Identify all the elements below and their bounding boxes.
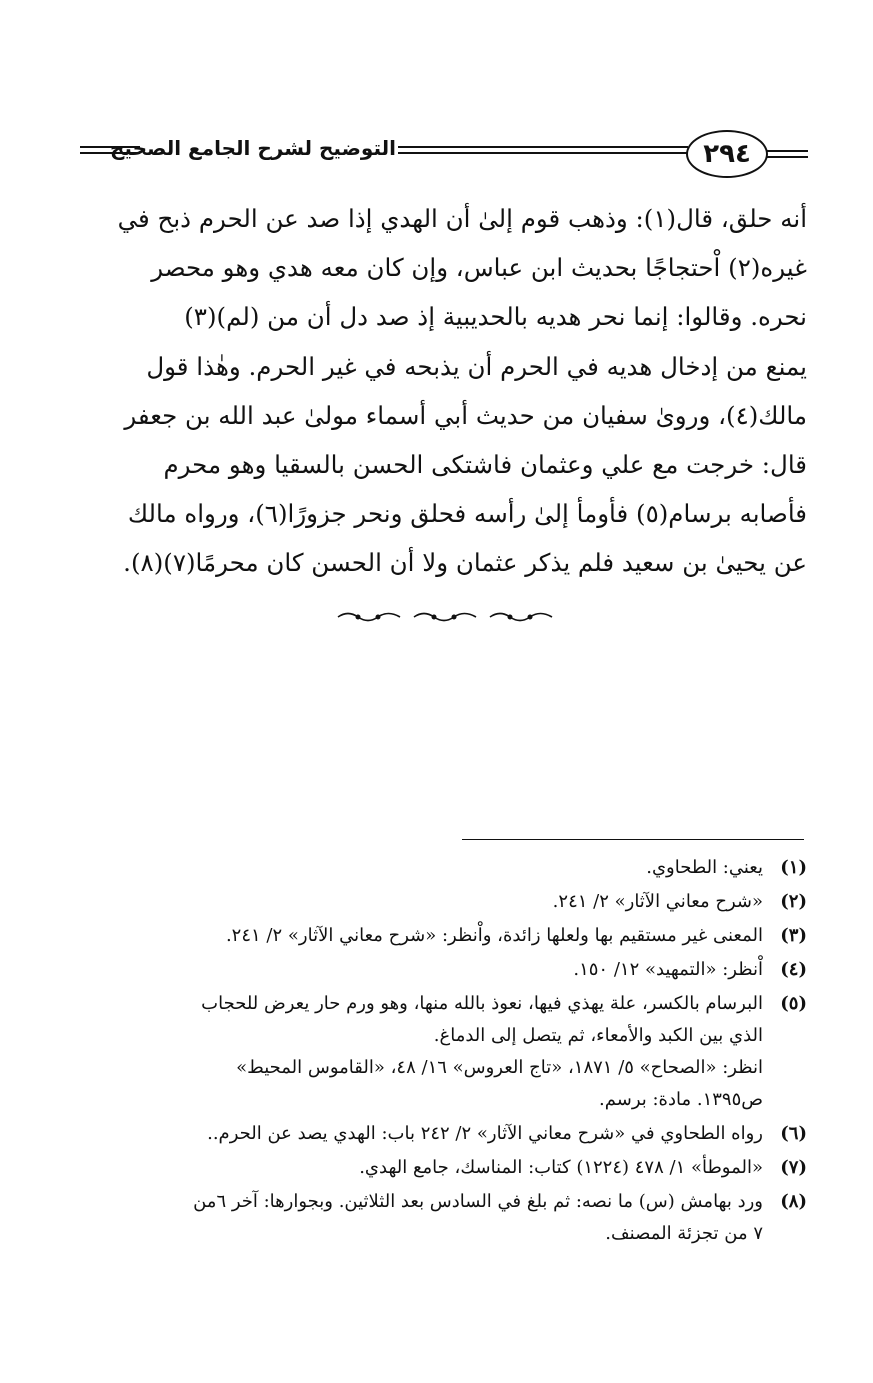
footnotes	[67, 852, 807, 1250]
footnote-line: انظر: «الصحاح» ٥/ ١٨٧١، «تاج العروس» ١٦/ ٤٨، «القاموس المحيط»	[236, 1057, 763, 1078]
header-rule-middle-2	[398, 152, 688, 154]
footnote-text	[67, 852, 763, 884]
footnote	[67, 988, 807, 1116]
main-text	[67, 194, 807, 588]
footnote-line: «شرح معاني الآثار» ٢/ ٢٤١.	[552, 891, 763, 912]
footnote-number: (٥)	[780, 993, 807, 1014]
footnote-line: رواه الطحاوي في «شرح معاني الآثار» ٢/ ٢٤٢ باب: الهدي يصد عن الحرم..	[207, 1123, 763, 1144]
footnote	[67, 954, 807, 986]
footnote-separator	[462, 839, 804, 840]
text-line: أنه حلق، قال(١): وذهب قوم إلىٰ أن الهدي إذا صد عن الحرم ذبح في	[117, 204, 807, 233]
footnote	[67, 1152, 807, 1184]
footnote	[67, 1118, 807, 1150]
footnote-number: (١)	[780, 857, 807, 878]
footnote-line: يعني: الطحاوي.	[646, 857, 763, 878]
text-line: عن يحيىٰ بن سعيد فلم يذكر عثمان ولا أن الحسن كان محرمًا(٧)(٨).	[123, 548, 807, 578]
header-rule-left-2	[80, 152, 140, 154]
footnote-text	[67, 988, 763, 1116]
book-title: التوضيح لشرح الجامع الصحيح	[110, 136, 396, 160]
footnote-text	[67, 1118, 763, 1150]
ornament-icon	[336, 608, 402, 626]
footnote-text	[67, 954, 763, 986]
footnote-number: (٦)	[780, 1123, 807, 1144]
footnote-line: المعنى غير مستقيم بها ولعلها زائدة، واْنظر: «شرح معاني الآثار» ٢/ ٢٤١.	[225, 925, 763, 946]
footnote-line: الذي بين الكبد والأمعاء، ثم يتصل إلى الدماغ.	[433, 1025, 763, 1046]
footnote-line: ٧ من تجزئة المصنف.	[605, 1223, 763, 1244]
footnote-number: (٣)	[780, 925, 807, 946]
text-line: نحره. وقالوا: إنما نحر هديه بالحديبية إذ صد دل أن من (لم)(٣)	[184, 302, 807, 332]
header-rule-left	[80, 146, 140, 148]
header-rule-right-2	[762, 156, 808, 158]
footnote	[67, 1186, 807, 1250]
footnote-line: «الموطأ» ١/ ٤٧٨ (١٢٢٤) كتاب: المناسك، جامع الهدي.	[359, 1157, 763, 1178]
page-number: ٢٩٤	[686, 130, 768, 178]
footnote-text	[67, 886, 763, 918]
footnote-line: اْنظر: «التمهيد» ١٢/ ١٥٠.	[573, 959, 763, 980]
footnote	[67, 852, 807, 884]
text-line: قال: خرجت مع علي وعثمان فاشتكى الحسن بالسقيا وهو محرم	[163, 450, 807, 480]
text-line: مالك(٤)، وروىٰ سفيان من حديث أبي أسماء مولىٰ عبد الله بن جعفر	[124, 400, 807, 430]
footnote-number: (٧)	[780, 1157, 807, 1178]
footnote-line: ورد بهامش (س) ما نصه: ثم بلغ في السادس بعد الثلاثين. وبجوارها: آخر ٦من	[193, 1191, 763, 1212]
page-header	[80, 128, 808, 184]
footnote-line: البرسام بالكسر، علة يهذي فيها، نعوذ بالله منها، وهو ورم حار يعرض للحجاب	[201, 993, 763, 1014]
footnote	[67, 920, 807, 952]
text-line: فأصابه برسام(٥) فأومأ إلىٰ رأسه فحلق ونحر جزورًا(٦)، ورواه مالك	[127, 499, 807, 529]
section-ornament	[330, 606, 560, 628]
footnote-number: (٤)	[780, 959, 807, 980]
text-line: غيره(٢) اْحتجاجًا بحديث ابن عباس، وإن كان معه هدي وهو محصر	[151, 253, 807, 283]
header-rule-right	[762, 150, 808, 152]
footnote-number: (٢)	[780, 891, 807, 912]
header-rule-middle	[398, 146, 688, 148]
footnote-line: ص١٣٩٥. مادة: برسم.	[599, 1089, 763, 1110]
text-line: يمنع من إدخال هديه في الحرم أن يذبحه في غير الحرم. وهٰذا قول	[146, 351, 807, 381]
footnote-number: (٨)	[780, 1191, 807, 1212]
ornament-icon	[488, 608, 554, 626]
footnote-text	[67, 1152, 763, 1184]
ornament-icon	[412, 608, 478, 626]
footnote-text	[67, 1186, 763, 1250]
footnote	[67, 886, 807, 918]
footnote-text	[67, 920, 763, 952]
